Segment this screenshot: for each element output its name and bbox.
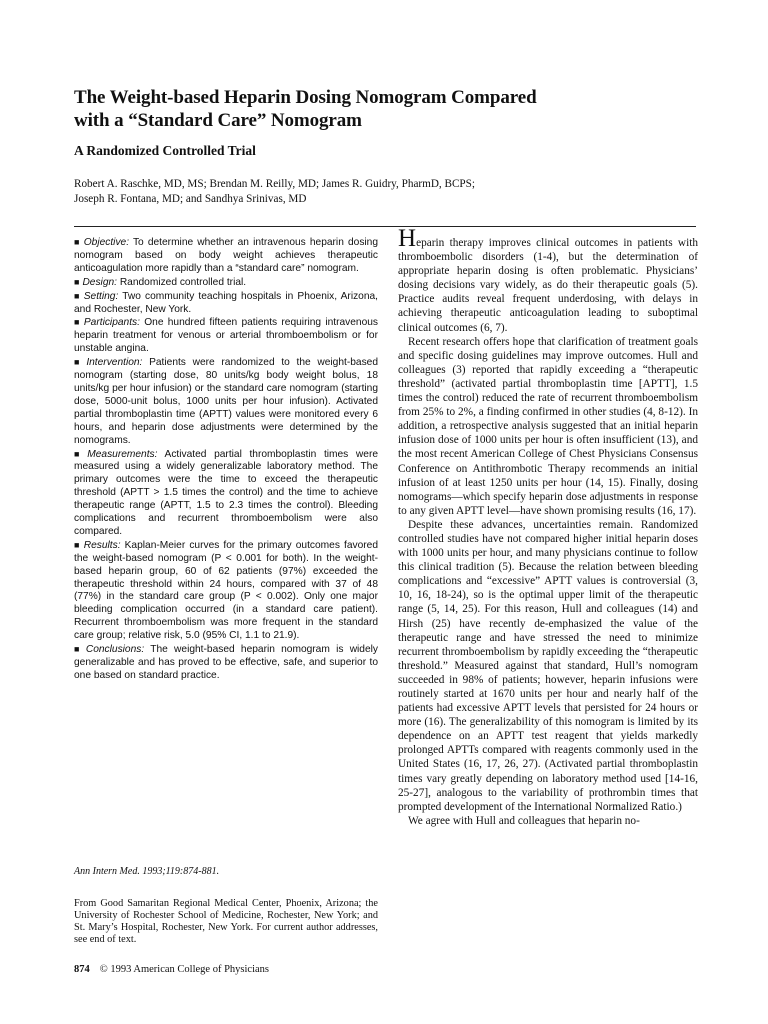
author-affiliations: From Good Samaritan Regional Medical Center, Phoenix, Arizona; the University of Rochester School of Medicine, Rochester, New York; and St. Mary’s Hospital, Rochester, New York. For current author addresses, see end of text. <box>74 898 378 945</box>
square-bullet-icon: ■ <box>74 276 80 287</box>
section-text: The weight-based heparin nomogram is widely generalizable and has proved to be effective, safe, and superior to one based on standard practice. <box>74 644 379 681</box>
section-text: Activated partial thromboplastin times were measured using a widely generalizable laboratory method. The primary outcomes were the time to exceed the therapeutic threshold (APTT > 1.5 times the control) and the time to achieve therapeutic range (APTT, 1.5 to 2.3 times the control). Bleeding complications and recurrent thromboembolism were also compared. <box>74 448 378 537</box>
square-bullet-icon: ■ <box>74 317 81 328</box>
body-paragraph <box>398 225 698 335</box>
section-label: Intervention: <box>86 357 143 369</box>
abstract-conclusions <box>74 643 378 683</box>
abstract-results <box>74 539 378 643</box>
journal-citation: Ann Intern Med. 1993;119:874-881. <box>74 866 220 877</box>
section-text: Kaplan-Meier curves for the primary outcomes favored the weight-based nomogram (P < 0.001 for both). In the weight-based heparin group, 60 of 62 patients (97%) exceeded the therapeutic threshold within 24 hours, compared with 37 of 48 (77%) in the standard care group (P < 0.002). Only one major bleeding complication occurred (in a standard care patient). Recurrent thromboembolism was more frequent in the standard care group; relative risk, 5.0 (95% CI, 1.1 to 21.9). <box>74 539 378 642</box>
copyright-notice: © 1993 American College of Physicians <box>99 964 269 975</box>
abstract-setting <box>74 290 378 317</box>
abstract-design <box>74 276 378 290</box>
author-line: Robert A. Raschke, MD, MS; Brendan M. Reilly, MD; James R. Guidry, PharmD, BCPS; <box>74 178 475 190</box>
abstract-intervention <box>74 356 378 447</box>
body-paragraph: Recent research offers hope that clarification of treatment goals and specific dosing guidelines may improve outcomes. Hull and colleagues (3) reported that rapidly exceeding a “therapeutic threshold” (activated partial thromboplastin time [APTT], 1.5 times the control) reduced the rate of recurrent thromboembolism from 25% to 2%, a finding confirmed in other studies (4, 8-12). In addition, a retrospective analysis suggested that an initial heparin infusion dose of 1000 units per hour is often insufficient (13), and the most recent American College of Chest Physicians Consensus Conference on Antithrombotic Therapy recommends an initial infusion of at least 1250 units per hour (14, 15). Finally, dosing nomograms—which specify heparin dose adjustments in response to any given APTT level—have shown promising results (16, 17). <box>398 335 698 517</box>
section-label: Participants: <box>83 317 140 329</box>
square-bullet-icon: ■ <box>74 290 81 301</box>
page-number: 874 <box>74 964 90 975</box>
square-bullet-icon: ■ <box>74 539 81 550</box>
header-divider <box>74 226 696 227</box>
section-label: Measurements: <box>87 448 158 460</box>
author-line: Joseph R. Fontana, MD; and Sandhya Srinivas, MD <box>74 193 307 205</box>
article-subtitle: A Randomized Controlled Trial <box>74 143 256 158</box>
title-line: with a “Standard Care” Nomogram <box>74 110 362 131</box>
abstract-participants <box>74 316 378 356</box>
title-line: The Weight-based Heparin Dosing Nomogram Compared <box>74 87 537 108</box>
abstract-objective <box>74 236 378 276</box>
page-footer <box>74 964 269 975</box>
square-bullet-icon: ■ <box>74 357 84 368</box>
square-bullet-icon: ■ <box>74 237 81 247</box>
section-label: Conclusions: <box>85 644 145 656</box>
article-title <box>74 86 714 132</box>
section-text: One hundred fifteen patients requiring intravenous heparin treatment for venous or arterial thromboembolism or for unstable angina. <box>74 317 378 355</box>
drop-cap: H <box>398 225 417 252</box>
section-text: To determine whether an intravenous heparin dosing nomogram based on body weight achieves therapeutic anticoagulation more rapidly than a “standard care” nomogram. <box>74 237 379 274</box>
section-text: Randomized controlled trial. <box>116 276 247 288</box>
square-bullet-icon: ■ <box>74 448 85 459</box>
section-label: Objective: <box>83 237 130 248</box>
abstract <box>74 236 378 683</box>
body-paragraph: Despite these advances, uncertainties remain. Randomized controlled studies have not compared higher initial heparin doses with 1000 units per hour, and many physicians continue to follow this clinical tradition (5). Because the relation between bleeding complications and “excessive” APTT values is controversial (3, 10, 16, 18-24), so is the optimal upper limit of the therapeutic range (5, 14, 25). For this reason, Hull and colleagues (14) and Hirsh (25) have recently de-emphasized the value of the therapeutic range and have stressed the need to minimize recurrent thromboembolism by rapidly exceeding the “therapeutic threshold.” Measured against that standard, Hull’s nomogram succeeded in 98% of patients; however, heparin infusions were routinely started at 1670 units per hour and nearly half of the patients had excessive APTT levels that persisted for 24 hours or more (16). The generalizability of this nomogram is limited by its dependence on an APTT test reagent that yields markedly prolonged APTTs compared with reagents commonly used in the United States (16, 17, 26, 27). (Activated partial thromboplastin times vary greatly depending on laboratory method used [14-16, 25-27], analogous to the variability of prothrombin times that prompted development of the International Normalized Ratio.) <box>398 518 698 813</box>
section-text: Two community teaching hospitals in Phoenix, Arizona, and Rochester, New York. <box>74 290 379 315</box>
introduction-column <box>398 225 698 828</box>
section-label: Results: <box>83 539 121 551</box>
author-list <box>74 177 714 207</box>
body-paragraph: We agree with Hull and colleagues that heparin no- <box>408 814 640 827</box>
paragraph-text: eparin therapy improves clinical outcomes in patients with thromboembolic disorders (1-4), but the determination of appropriate heparin dosing is often problematic. Physicians’ dosing decisions vary widely, as do their therapeutic goals (5). Practice audits reveal frequent underdosing, with delays in achieving therapeutic anticoagulation leading to suboptimal clinical outcomes (6, 7). <box>398 237 698 334</box>
section-label: Setting: <box>83 290 119 302</box>
section-text: Patients were randomized to the weight-based nomogram (starting dose, 80 units/kg body weight bolus, 18 units/kg per hour infusion) or the standard care nomogram (starting dose, 5000-unit bolus, 1000 units per hour infusion). Activated partial thromboplastin time (APTT) values were monitored every 6 hours, and heparin dose adjustments were determined by the nomograms. <box>74 357 378 446</box>
abstract-measurements <box>74 448 378 539</box>
section-label: Design: <box>82 276 117 288</box>
square-bullet-icon: ■ <box>74 644 83 655</box>
